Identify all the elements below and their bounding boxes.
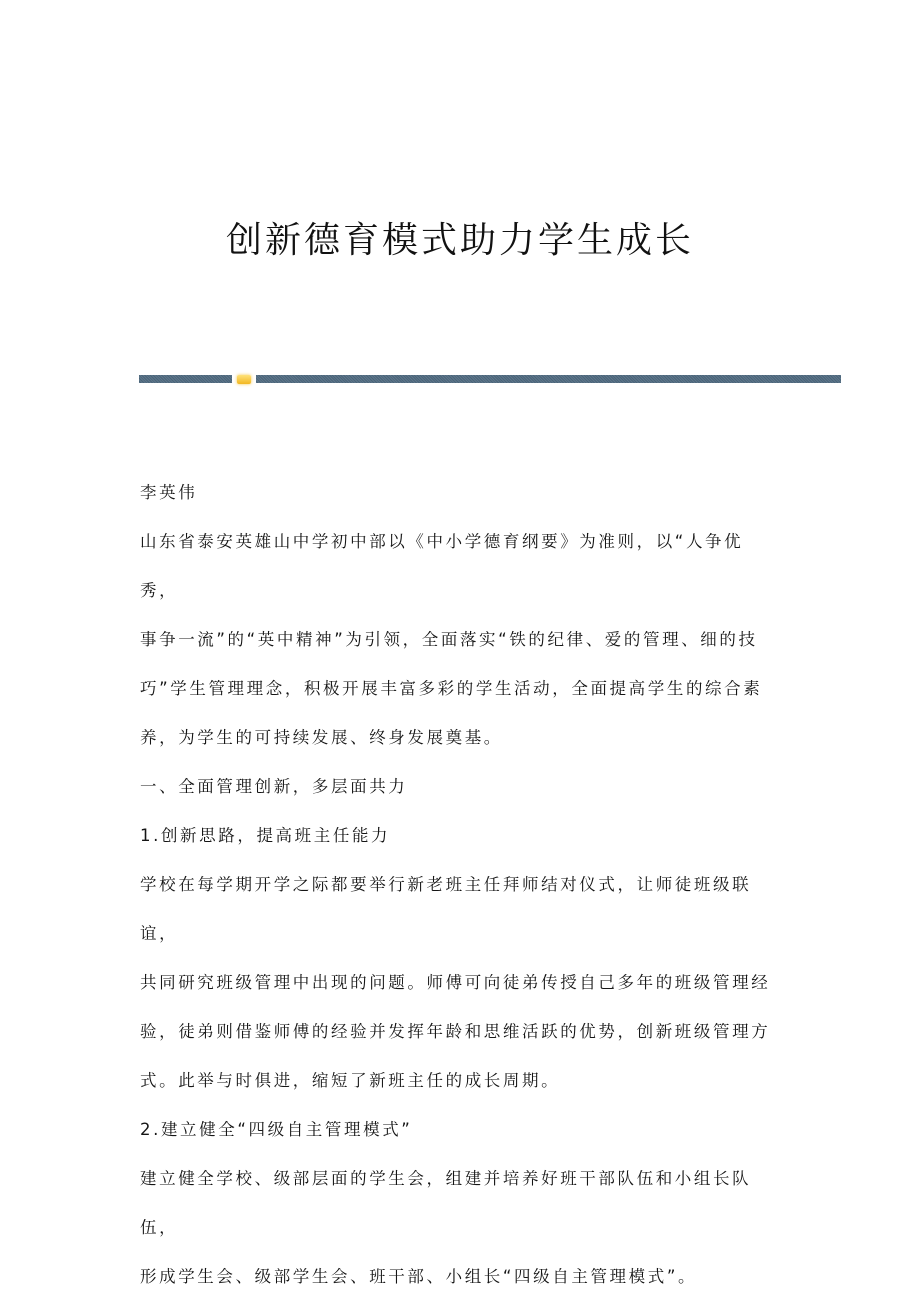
body-line: 式。此举与时俱进，缩短了新班主任的成长周期。 <box>140 1071 561 1090</box>
body-line: 形成学生会、级部学生会、班干部、小组长“四级自主管理模式”。 <box>140 1267 698 1286</box>
title-divider <box>139 375 841 384</box>
envelope-badge-icon <box>237 375 251 384</box>
divider-bar-left <box>139 375 232 383</box>
body-line: 验，徒弟则借鉴师傅的经验并发挥年龄和思维活跃的优势，创新班级管理方 <box>140 1022 771 1041</box>
body-line: 巧”学生管理理念，积极开展丰富多彩的学生活动，全面提高学生的综合素 <box>140 679 763 698</box>
author-name: 李英伟 <box>140 483 198 502</box>
body-line: 共同研究班级管理中出现的问题。师傅可向徒弟传授自己多年的班级管理经 <box>140 973 771 992</box>
body-line: 学校在每学期开学之际都要举行新老班主任拜师结对仪式，让师徒班级联谊， <box>140 875 752 943</box>
subsection-heading: 1.创新思路，提高班主任能力 <box>140 826 391 845</box>
section-heading: 一、全面管理创新，多层面共力 <box>140 777 408 796</box>
document-body <box>140 468 780 1301</box>
body-line: 养，为学生的可持续发展、终身发展奠基。 <box>140 728 503 747</box>
body-line: 建立健全学校、级部层面的学生会，组建并培养好班干部队伍和小组长队伍， <box>140 1169 752 1237</box>
divider-bar-right <box>256 375 841 383</box>
body-line: 山东省泰安英雄山中学初中部以《中小学德育纲要》为准则，以“人争优秀， <box>140 532 744 600</box>
subsection-heading: 2.建立健全“四级自主管理模式” <box>140 1120 413 1139</box>
document-title: 创新德育模式助力学生成长 <box>225 220 694 261</box>
body-line: 事争一流”的“英中精神”为引领，全面落实“铁的纪律、爱的管理、细的技 <box>140 630 758 649</box>
